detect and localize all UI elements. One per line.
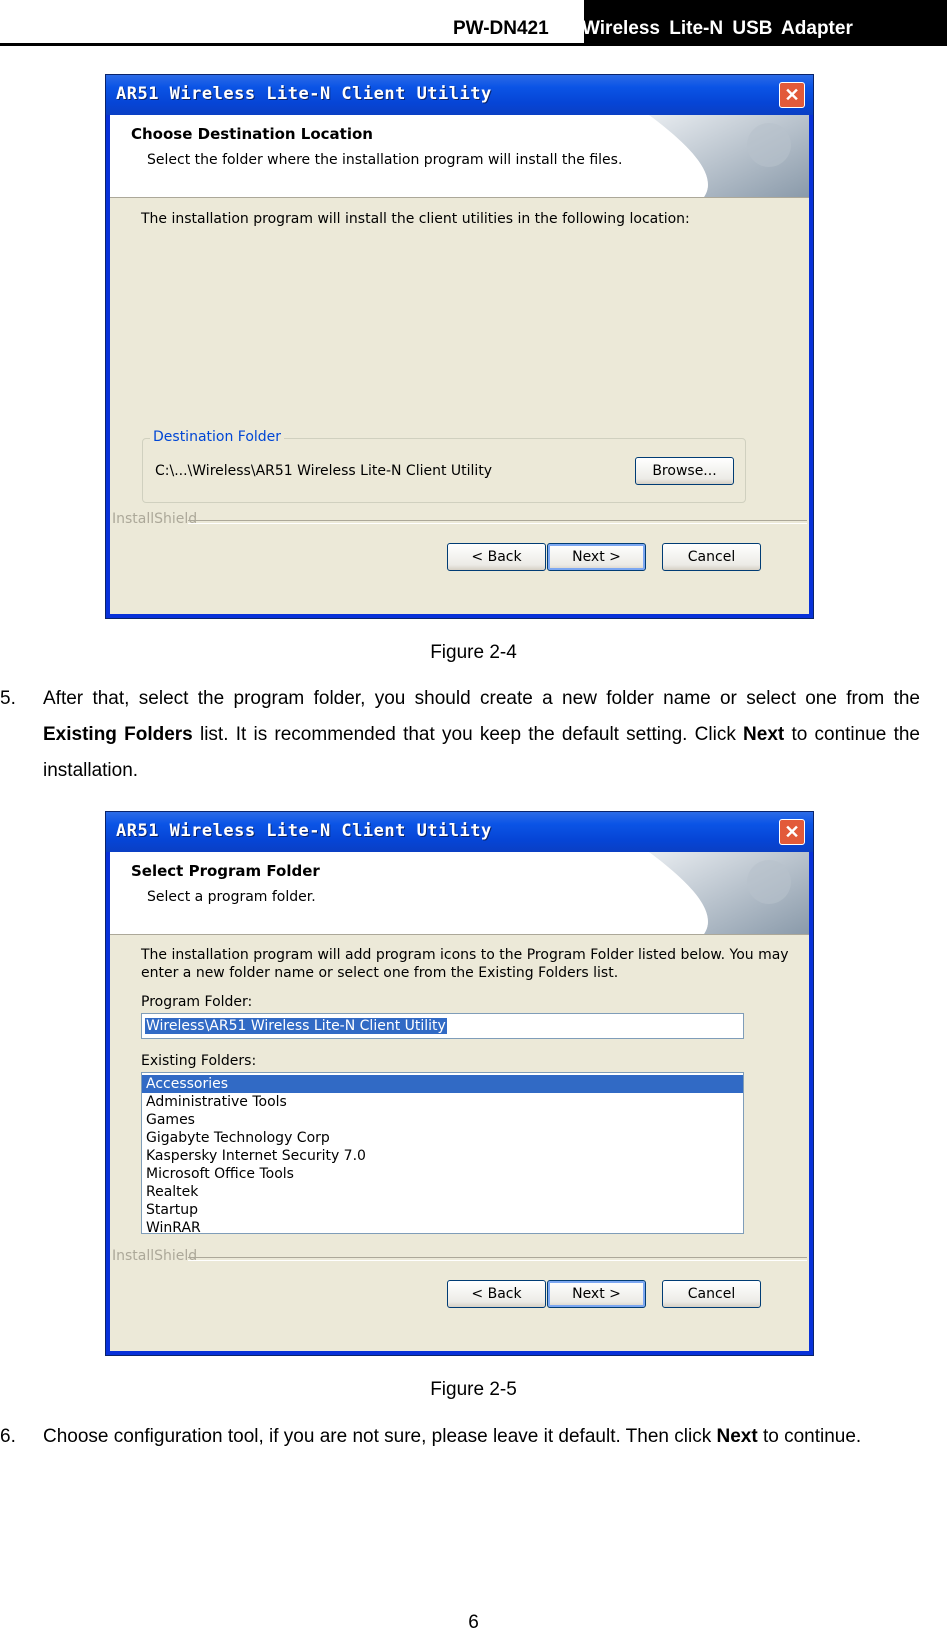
step-text-part: list. It is recommended that you keep the default setting. Click <box>192 724 744 745</box>
close-icon[interactable]: ✕ <box>779 82 805 108</box>
step-5 <box>0 681 947 791</box>
group-label: Destination Folder <box>150 429 284 445</box>
program-folder-label: Program Folder: <box>141 994 253 1010</box>
document-product <box>584 0 947 46</box>
banner-subheading: Select a program folder. <box>147 889 316 905</box>
existing-folders-term: Existing Folders <box>43 724 193 745</box>
document-model: PW-DN421 <box>453 18 549 39</box>
program-folder-dialog <box>105 811 814 1356</box>
step-text-part: After that, select the program folder, you should create a new folder name or select one from the <box>43 688 920 709</box>
existing-folders-label: Existing Folders: <box>141 1053 257 1069</box>
next-term: Next <box>716 1426 758 1447</box>
body-text: The installation program will install the client utilities in the following location: <box>141 211 690 227</box>
installshield-art-icon <box>649 115 809 197</box>
folder-list-item[interactable]: Microsoft Office Tools <box>146 1166 294 1182</box>
folder-list-item[interactable]: Gigabyte Technology Corp <box>146 1130 330 1146</box>
banner-subheading: Select the folder where the installation program will install the files. <box>147 152 623 168</box>
folder-list-item[interactable]: Games <box>146 1112 195 1128</box>
folder-list-item[interactable]: Startup <box>146 1202 198 1218</box>
separator <box>188 1257 807 1261</box>
step-number: 6. <box>0 1426 16 1447</box>
folder-list-item[interactable]: Kaspersky Internet Security 7.0 <box>146 1148 366 1164</box>
installshield-art-icon <box>649 852 809 934</box>
destination-dialog <box>105 74 814 619</box>
separator <box>188 520 807 524</box>
body-text-line-1: The installation program will add program icons to the Program Folder listed below. You may <box>141 947 789 963</box>
figure-caption: Figure 2-5 <box>430 1379 517 1400</box>
dialog-title: AR51 Wireless Lite-N Client Utility <box>116 821 492 841</box>
next-term: Next <box>743 724 785 745</box>
cancel-button[interactable]: Cancel <box>662 1280 761 1308</box>
step-text <box>43 681 920 789</box>
folder-list-item[interactable]: WinRAR <box>146 1220 201 1234</box>
folder-list-item[interactable]: Administrative Tools <box>146 1094 287 1110</box>
next-button[interactable]: Next > <box>547 543 646 571</box>
banner-heading: Choose Destination Location <box>131 125 373 143</box>
step-6 <box>0 1419 947 1494</box>
next-button[interactable]: Next > <box>547 1280 646 1308</box>
dialog-banner <box>110 852 809 935</box>
body-text-line-2: enter a new folder name or select one from the Existing Folders list. <box>141 965 619 981</box>
step-text-part: to continue the installation. <box>43 724 920 781</box>
dialog-title: AR51 Wireless Lite-N Client Utility <box>116 84 492 104</box>
step-text <box>43 1419 920 1455</box>
back-button[interactable]: < Back <box>447 1280 546 1308</box>
step-number: 5. <box>0 688 16 709</box>
product-text: Wireless Lite-N USB Adapter <box>582 18 853 39</box>
banner-heading: Select Program Folder <box>131 862 320 880</box>
installshield-label: InstallShield <box>112 1248 198 1264</box>
folder-list-item[interactable]: Realtek <box>146 1184 199 1200</box>
cancel-button[interactable]: Cancel <box>662 543 761 571</box>
close-icon[interactable]: ✕ <box>779 819 805 845</box>
dialog-titlebar <box>106 812 813 852</box>
browse-button[interactable]: Browse... <box>635 457 734 485</box>
existing-folders-list[interactable] <box>141 1072 744 1234</box>
folder-list-item[interactable]: Accessories <box>142 1075 743 1093</box>
dialog-banner <box>110 115 809 198</box>
dialog-client-area <box>110 115 809 614</box>
destination-path: C:\...\Wireless\AR51 Wireless Lite-N Client Utility <box>155 463 493 479</box>
installshield-label: InstallShield <box>112 511 198 527</box>
program-folder-input[interactable] <box>141 1013 744 1039</box>
program-folder-value: Wireless\AR51 Wireless Lite-N Client Utility <box>146 1018 446 1034</box>
dialog-titlebar <box>106 75 813 115</box>
dialog-client-area <box>110 852 809 1351</box>
step-text-part: Choose configuration tool, if you are not sure, please leave it default. Then click <box>43 1426 717 1447</box>
page-number: 6 <box>468 1612 479 1633</box>
back-button[interactable]: < Back <box>447 543 546 571</box>
step-text-part: to continue. <box>757 1426 862 1447</box>
destination-folder-group <box>142 429 746 503</box>
figure-caption: Figure 2-4 <box>430 642 517 663</box>
